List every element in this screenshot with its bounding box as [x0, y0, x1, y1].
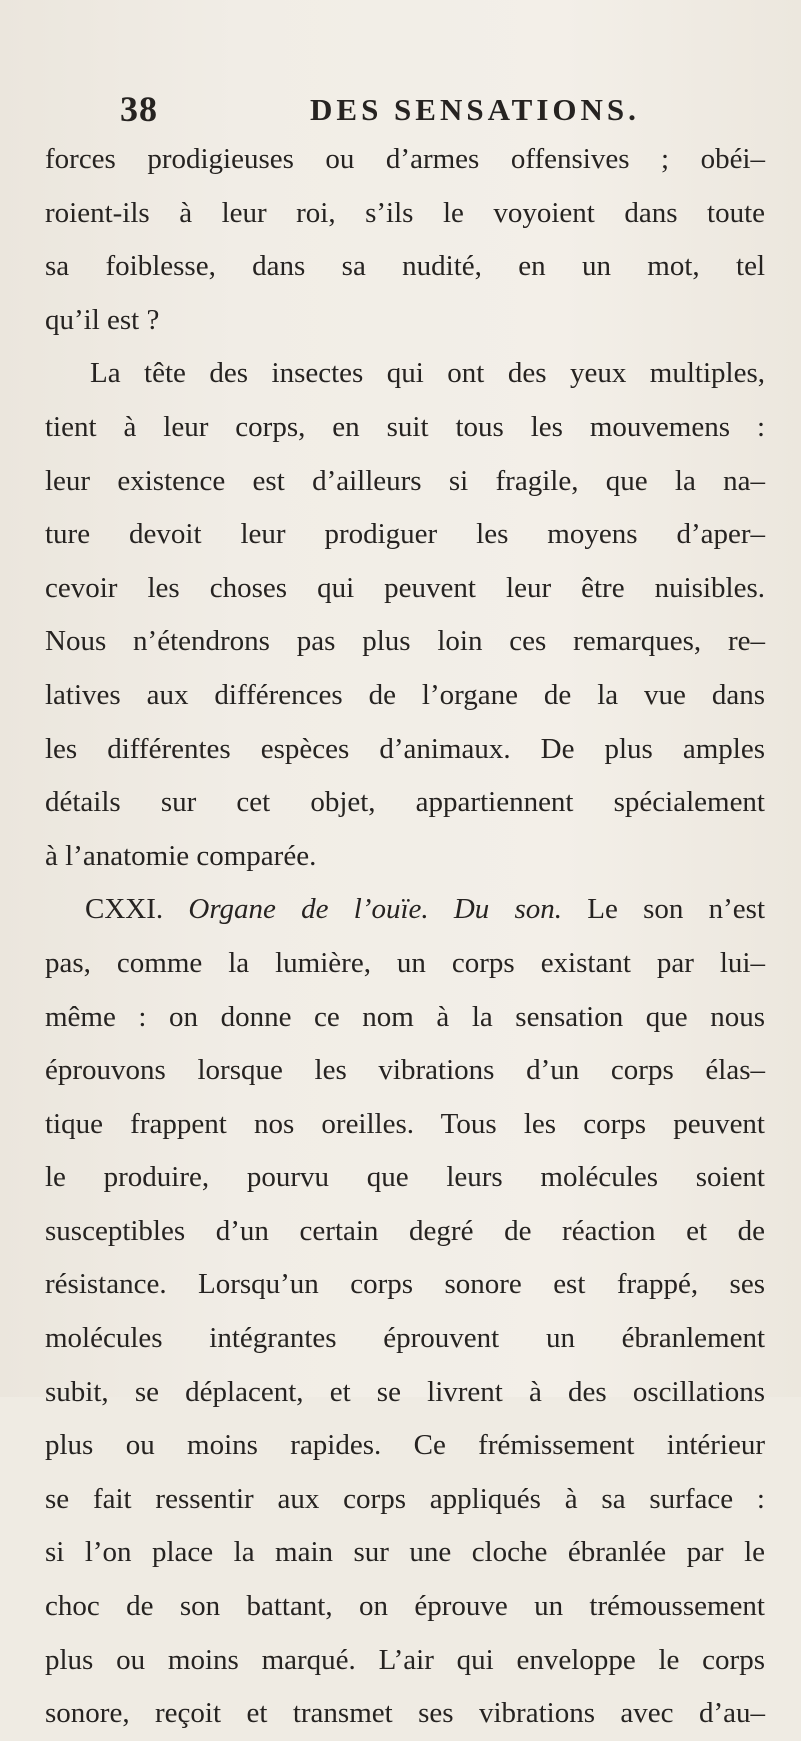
text-line: latives aux différences de l’organe de la vue dans — [45, 678, 765, 711]
text-line: subit, se déplacent, et se livrent à des oscillations — [45, 1375, 765, 1408]
body-text — [45, 133, 765, 1741]
text-line: roient-ils à leur roi, s’ils le voyoient dans toute — [45, 196, 765, 229]
text-line: le produire, pourvu que leurs molécules soient — [45, 1161, 765, 1194]
text-line: Nous n’étendrons pas plus loin ces remarques, re– — [45, 625, 765, 658]
text-line: plus ou moins rapides. Ce frémissement intérieur — [45, 1429, 765, 1462]
section-opening: Le son n’est — [587, 893, 765, 926]
text-line: plus ou moins marqué. L’air qui enveloppe le corps — [45, 1643, 765, 1676]
text-line: molécules intégrantes éprouvent un ébranlement — [45, 1322, 765, 1355]
text-line: les différentes espèces d’animaux. De plus amples — [45, 732, 765, 765]
text-line: tique frappent nos oreilles. Tous les corps peuvent — [45, 1107, 765, 1140]
section-heading-line — [45, 883, 765, 937]
text-line: éprouvons lorsque les vibrations d’un corps élas– — [45, 1054, 765, 1087]
section-number: CXXI. — [85, 893, 164, 926]
text-line: tient à leur corps, en suit tous les mouvemens : — [45, 410, 765, 443]
text-line: qu’il est ? — [45, 303, 160, 336]
text-line: ture devoit leur prodiguer les moyens d’aper– — [45, 518, 765, 551]
running-title: DES SENSATIONS. — [310, 92, 640, 127]
text-line: susceptibles d’un certain degré de réaction et de — [45, 1214, 765, 1247]
text-line: si l’on place la main sur une cloche ébranlée par le — [45, 1536, 765, 1569]
section-title: Organe de l’ouïe. Du son. — [188, 893, 563, 926]
paragraph-start-line: La tête des insectes qui ont des yeux multiples, — [90, 357, 765, 390]
text-line: leur existence est d’ailleurs si fragile, que la na– — [45, 464, 765, 497]
text-line: se fait ressentir aux corps appliqués à sa surface : — [45, 1482, 765, 1515]
page-number: 38 — [120, 89, 158, 129]
text-line: détails sur cet objet, appartiennent spécialement — [45, 786, 765, 819]
text-line: cevoir les choses qui peuvent leur être nuisibles. — [45, 571, 765, 604]
text-line: résistance. Lorsqu’un corps sonore est frappé, ses — [45, 1268, 765, 1301]
text-line: forces prodigieuses ou d’armes offensives ; obéi– — [45, 143, 765, 175]
text-line: sonore, reçoit et transmet ses vibrations avec d’au– — [45, 1697, 765, 1730]
text-line: choc de son battant, on éprouve un trémoussement — [45, 1590, 765, 1623]
text-line: à l’anatomie comparée. — [45, 839, 317, 872]
text-line: même : on donne ce nom à la sensation que nous — [45, 1000, 765, 1033]
text-line: pas, comme la lumière, un corps existant par lui– — [45, 946, 765, 979]
text-line: sa foiblesse, dans sa nudité, en un mot, tel — [45, 250, 765, 283]
